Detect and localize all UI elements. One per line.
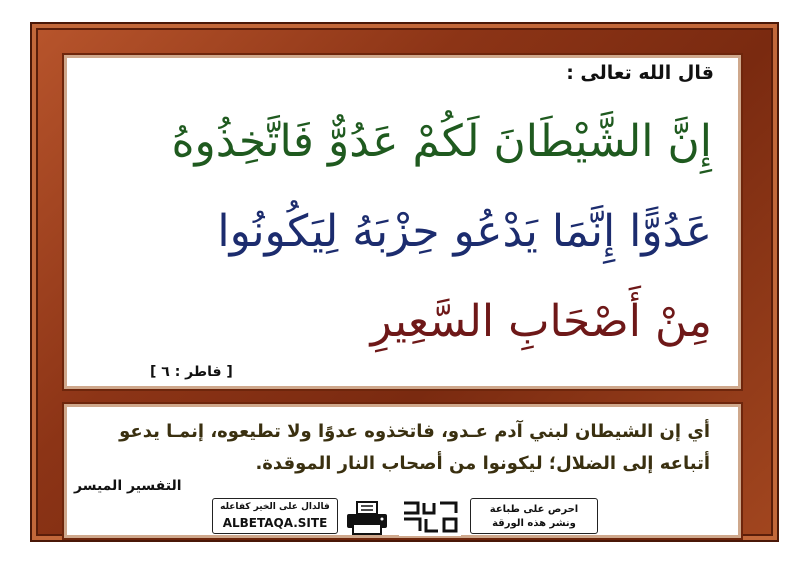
verse-reference: [ فاطر : ٦ ] — [150, 364, 233, 380]
verse-line-2: عَدُوًّا إِنَّمَا يَدْعُو حِزْبَهُ لِيَكُونُوا — [217, 206, 712, 257]
tafsir-text: أي إن الشيطان لبني آدم عـدو، فاتخذوه عدوًا ولا تطيعوه، إنمـا يدعو أتباعه إلى الضلال؛ ليكونوا من أصحاب النار الموقدة. — [119, 421, 710, 474]
paper-dawah-logo — [398, 497, 462, 537]
tafsir-source: التفسير الميسر — [74, 478, 182, 494]
site-box — [212, 498, 338, 534]
print-reminder-box — [470, 498, 598, 534]
reminder-line-1: احرص على طباعة — [489, 504, 579, 515]
slogan-text: فالدال على الخير كفاعله — [220, 502, 330, 512]
reminder-line-2: ونشر هذه الورقة — [492, 518, 576, 529]
verse-line-3: مِنْ أَصْحَابِ السَّعِيرِ — [370, 296, 712, 347]
site-url[interactable]: ALBETAQA.SITE — [222, 516, 328, 530]
printer-icon — [345, 500, 389, 536]
verse-line-1: إِنَّ الشَّيْطَانَ لَكُمْ عَدُوٌّ فَاتَّخِذُوهُ — [171, 116, 712, 167]
intro-heading: قال الله تعالى : — [566, 62, 714, 84]
